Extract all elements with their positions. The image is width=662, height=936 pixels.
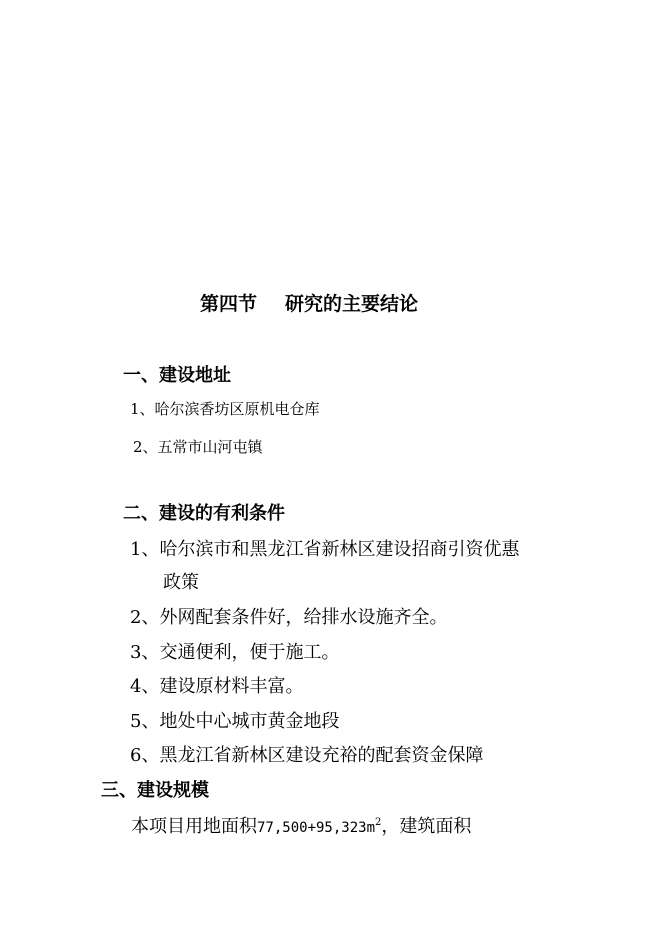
scale-paragraph: [131, 818, 471, 836]
address-item-2: 2、五常市山河屯镇: [133, 438, 263, 456]
condition-item-1-continued: 政策: [163, 572, 199, 593]
condition-item-3: 3、交通便利，便于施工。: [130, 642, 340, 663]
scale-text-before: 本项目用地面积: [131, 816, 257, 837]
condition-item-4: 4、建设原材料丰富。: [130, 676, 304, 697]
condition-item-1: 1、哈尔滨市和黑龙江省新林区建设招商引资优惠: [130, 539, 520, 560]
section-title-text: 研究的主要结论: [285, 293, 419, 315]
section3-heading: 三、建设规模: [101, 780, 209, 801]
condition-item-6: 6、黑龙江省新林区建设充裕的配套资金保障: [130, 745, 484, 766]
section1-heading: 一、建设地址: [123, 365, 231, 386]
condition-item-5: 5、地处中心城市黄金地段: [130, 711, 340, 732]
section2-heading: 二、建设的有利条件: [123, 503, 285, 524]
page-title: [200, 295, 418, 314]
condition-item-2: 2、外网配套条件好，给排水设施齐全。: [130, 607, 448, 628]
address-item-1: 1、哈尔滨香坊区原机电仓库: [130, 400, 320, 418]
section-number: 第四节: [200, 293, 258, 315]
scale-text-after: ，建筑面积: [381, 816, 472, 837]
area-superscript: 2: [375, 817, 382, 828]
area-value: 77,500+95,323m: [257, 820, 376, 836]
